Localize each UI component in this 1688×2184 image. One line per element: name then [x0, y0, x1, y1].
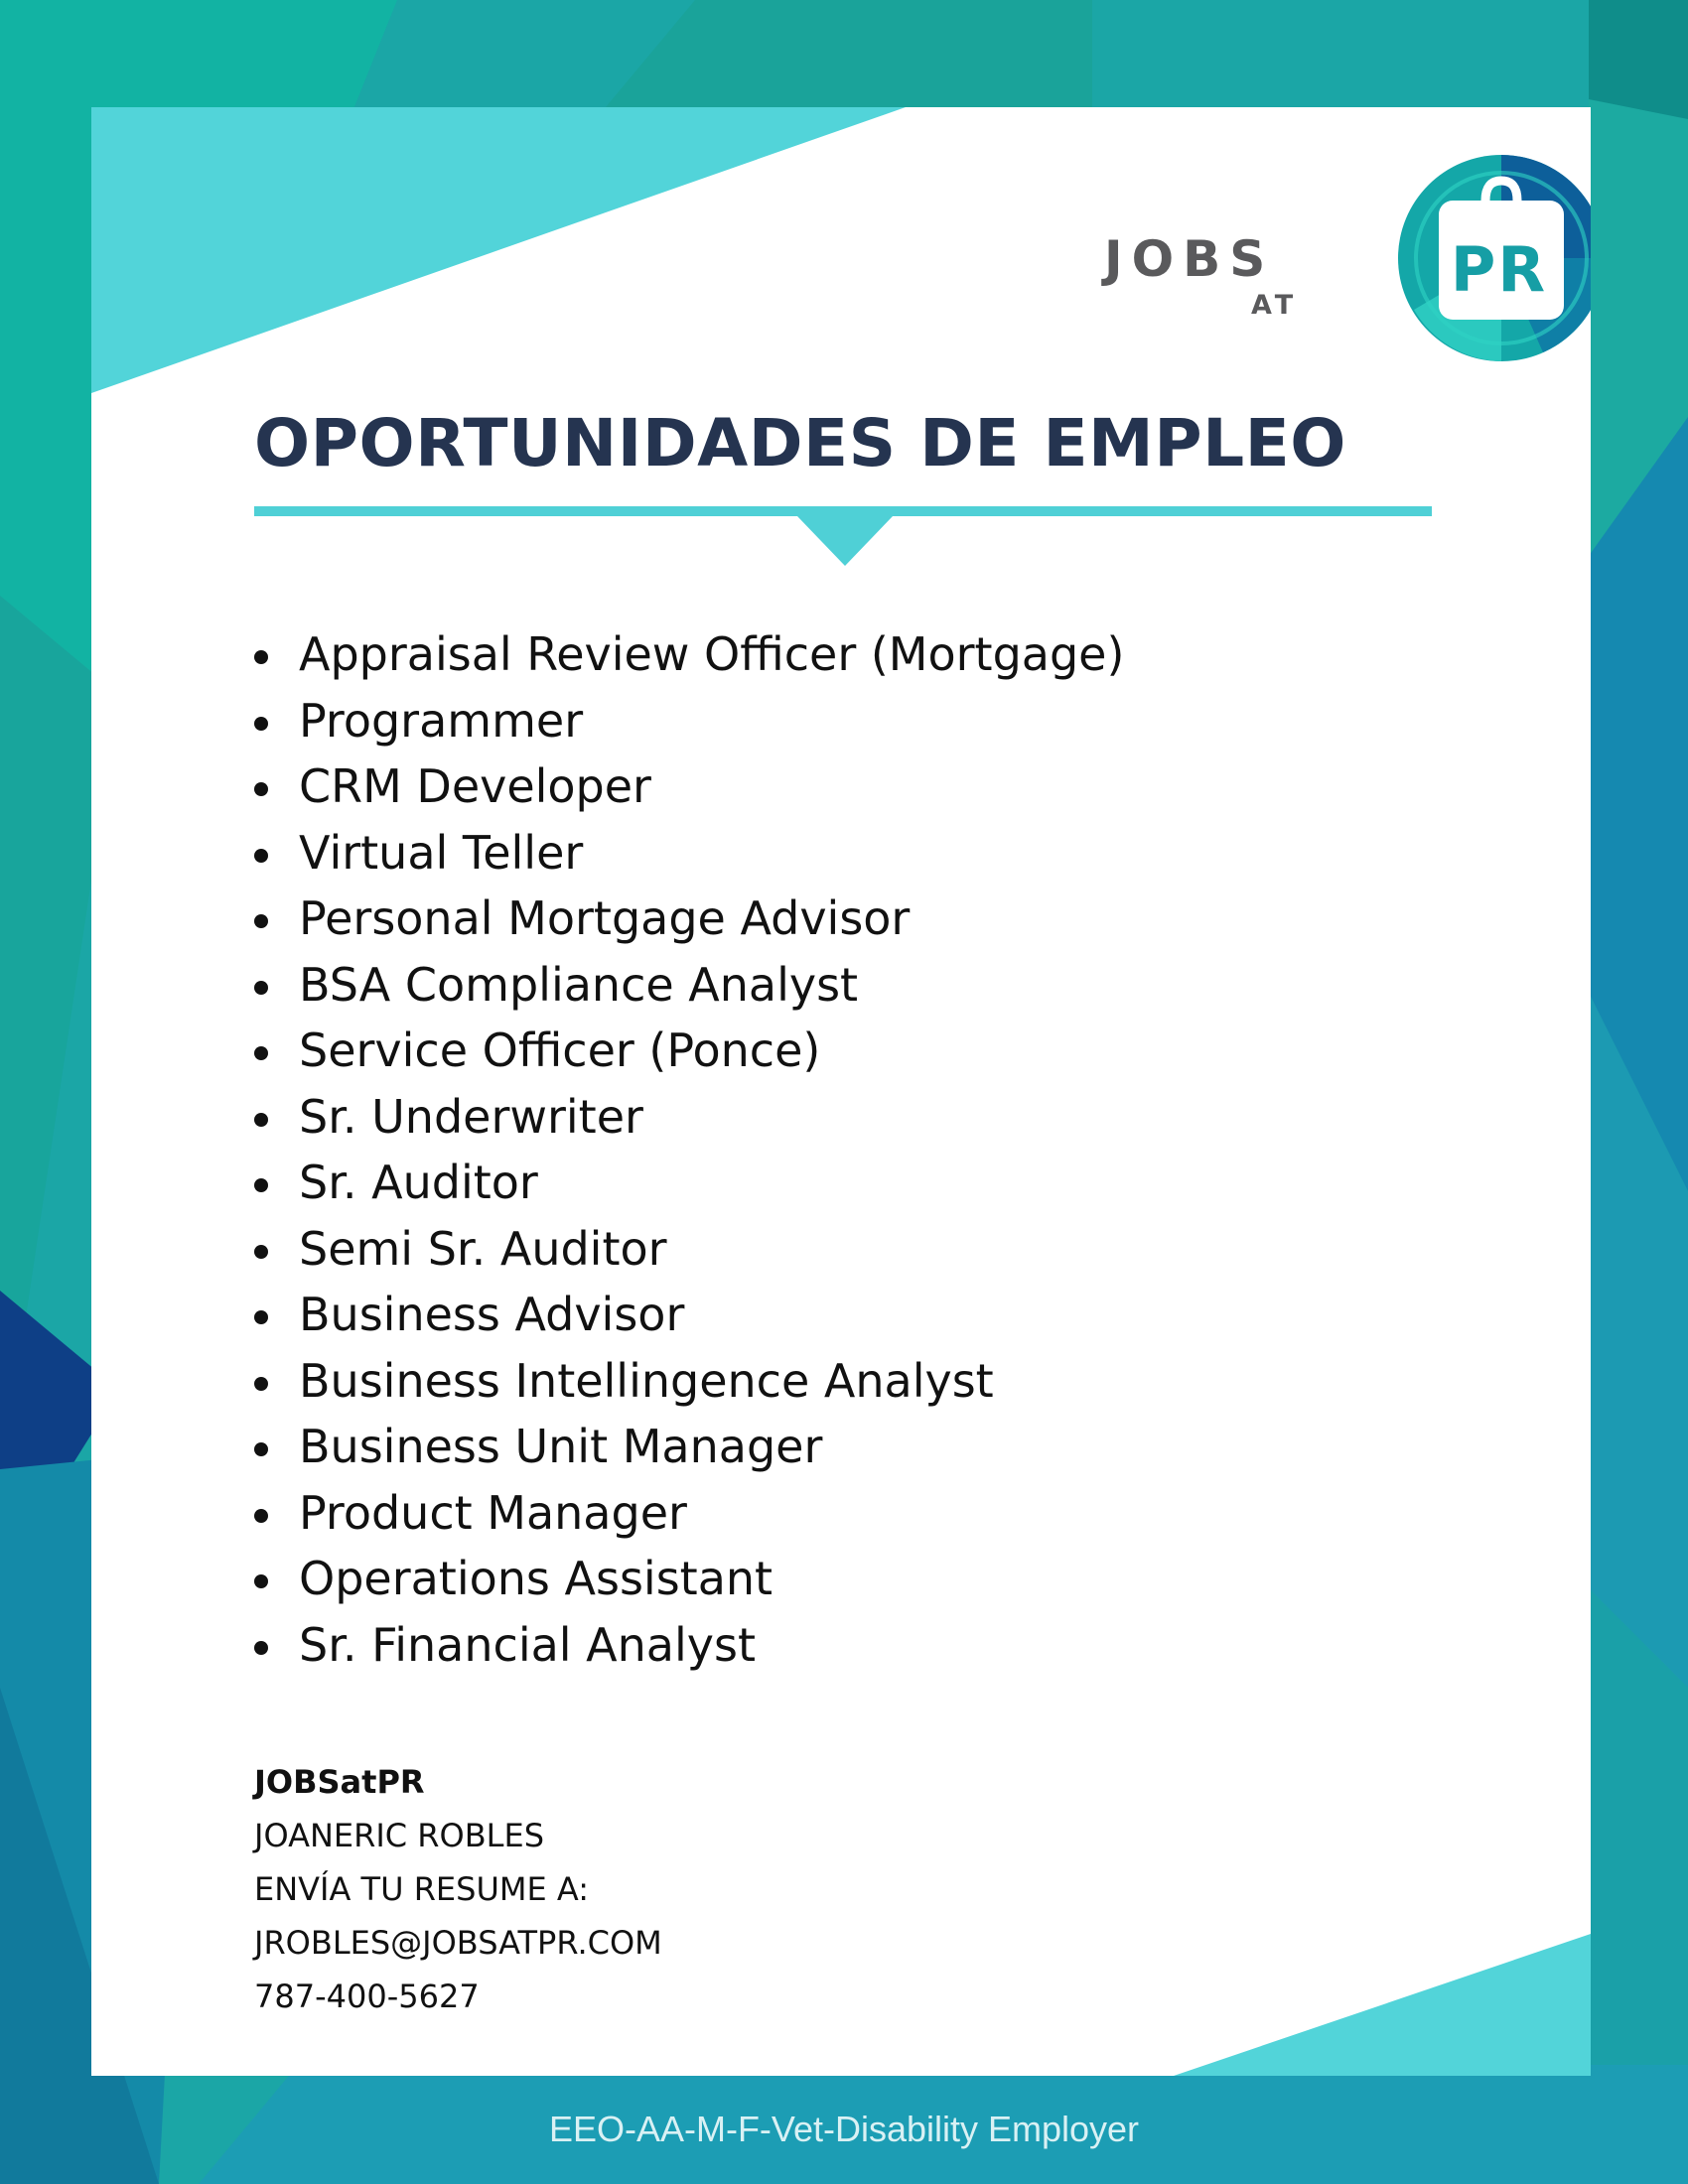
- job-list-item: [254, 1084, 1124, 1151]
- job-title: Sr. Financial Analyst: [299, 1617, 756, 1672]
- job-list-item: [254, 1282, 1124, 1348]
- job-list: [254, 621, 1124, 1678]
- job-title: Product Manager: [299, 1485, 687, 1540]
- job-list-item: [254, 1612, 1124, 1679]
- job-list-item: [254, 886, 1124, 952]
- job-list-item: [254, 1216, 1124, 1283]
- job-title: Operations Assistant: [299, 1552, 774, 1605]
- bullet-icon: [254, 1641, 268, 1655]
- job-list-item: [254, 820, 1124, 887]
- job-title: Appraisal Review Officer (Mortgage): [299, 627, 1125, 681]
- contact-email[interactable]: JROBLES@JOBSATPR.COM: [254, 1924, 662, 1962]
- job-title: Personal Mortgage Advisor: [299, 891, 911, 945]
- bullet-icon: [254, 1178, 268, 1192]
- job-list-item: [254, 621, 1124, 688]
- job-title: Programmer: [299, 693, 584, 748]
- bullet-icon: [254, 717, 268, 731]
- bullet-icon: [254, 1245, 268, 1259]
- job-list-item: [254, 952, 1124, 1019]
- bullet-icon: [254, 914, 268, 928]
- job-list-item: [254, 1348, 1124, 1415]
- bullet-icon: [254, 981, 268, 995]
- title-underline: [254, 506, 1432, 516]
- content-card: [91, 107, 1591, 2076]
- bullet-icon: [254, 849, 268, 863]
- job-list-item: [254, 1150, 1124, 1216]
- jobsatpr-logo: [1104, 151, 1591, 369]
- eeo-footer: EEO-AA-M-F-Vet-Disability Employer: [548, 2109, 1140, 2149]
- contact-cta: ENVÍA TU RESUME A:: [254, 1870, 589, 1908]
- title-pointer: [797, 516, 893, 566]
- bullet-icon: [254, 1442, 268, 1456]
- bullet-icon: [254, 1377, 268, 1391]
- job-title: Business Unit Manager: [299, 1420, 823, 1473]
- job-title: Business Intellingence Analyst: [299, 1353, 994, 1408]
- contact-phone[interactable]: 787-400-5627: [254, 1978, 480, 2015]
- job-title: Sr. Auditor: [299, 1156, 538, 1209]
- bullet-icon: [254, 1509, 268, 1523]
- bullet-icon: [254, 1574, 268, 1588]
- job-title: Sr. Underwriter: [299, 1089, 643, 1144]
- bullet-icon: [254, 1046, 268, 1060]
- job-title: BSA Compliance Analyst: [299, 957, 859, 1012]
- job-list-item: [254, 1414, 1124, 1480]
- job-list-item: [254, 1018, 1124, 1084]
- contact-block: [254, 1755, 662, 2023]
- job-list-item: [254, 1480, 1124, 1547]
- job-title: Virtual Teller: [299, 825, 584, 880]
- job-title: Service Officer (Ponce): [299, 1024, 821, 1077]
- contact-company: JOBSatPR: [254, 1763, 425, 1801]
- page-title: OPORTUNIDADES DE EMPLEO: [254, 405, 1346, 481]
- bullet-icon: [254, 782, 268, 796]
- contact-name: JOANERIC ROBLES: [254, 1817, 545, 1854]
- job-title: Business Advisor: [299, 1288, 685, 1341]
- job-list-item: [254, 753, 1124, 820]
- job-list-item: [254, 688, 1124, 754]
- logo-jobs-text: JOBS: [1104, 230, 1275, 288]
- bullet-icon: [254, 650, 268, 664]
- job-title: CRM Developer: [299, 759, 651, 813]
- bullet-icon: [254, 1113, 268, 1127]
- bullet-icon: [254, 1310, 268, 1324]
- logo-pr-text: PR: [1450, 233, 1548, 306]
- logo-at-text: AT: [1251, 290, 1299, 321]
- job-list-item: [254, 1546, 1124, 1612]
- job-title: Semi Sr. Auditor: [299, 1221, 667, 1276]
